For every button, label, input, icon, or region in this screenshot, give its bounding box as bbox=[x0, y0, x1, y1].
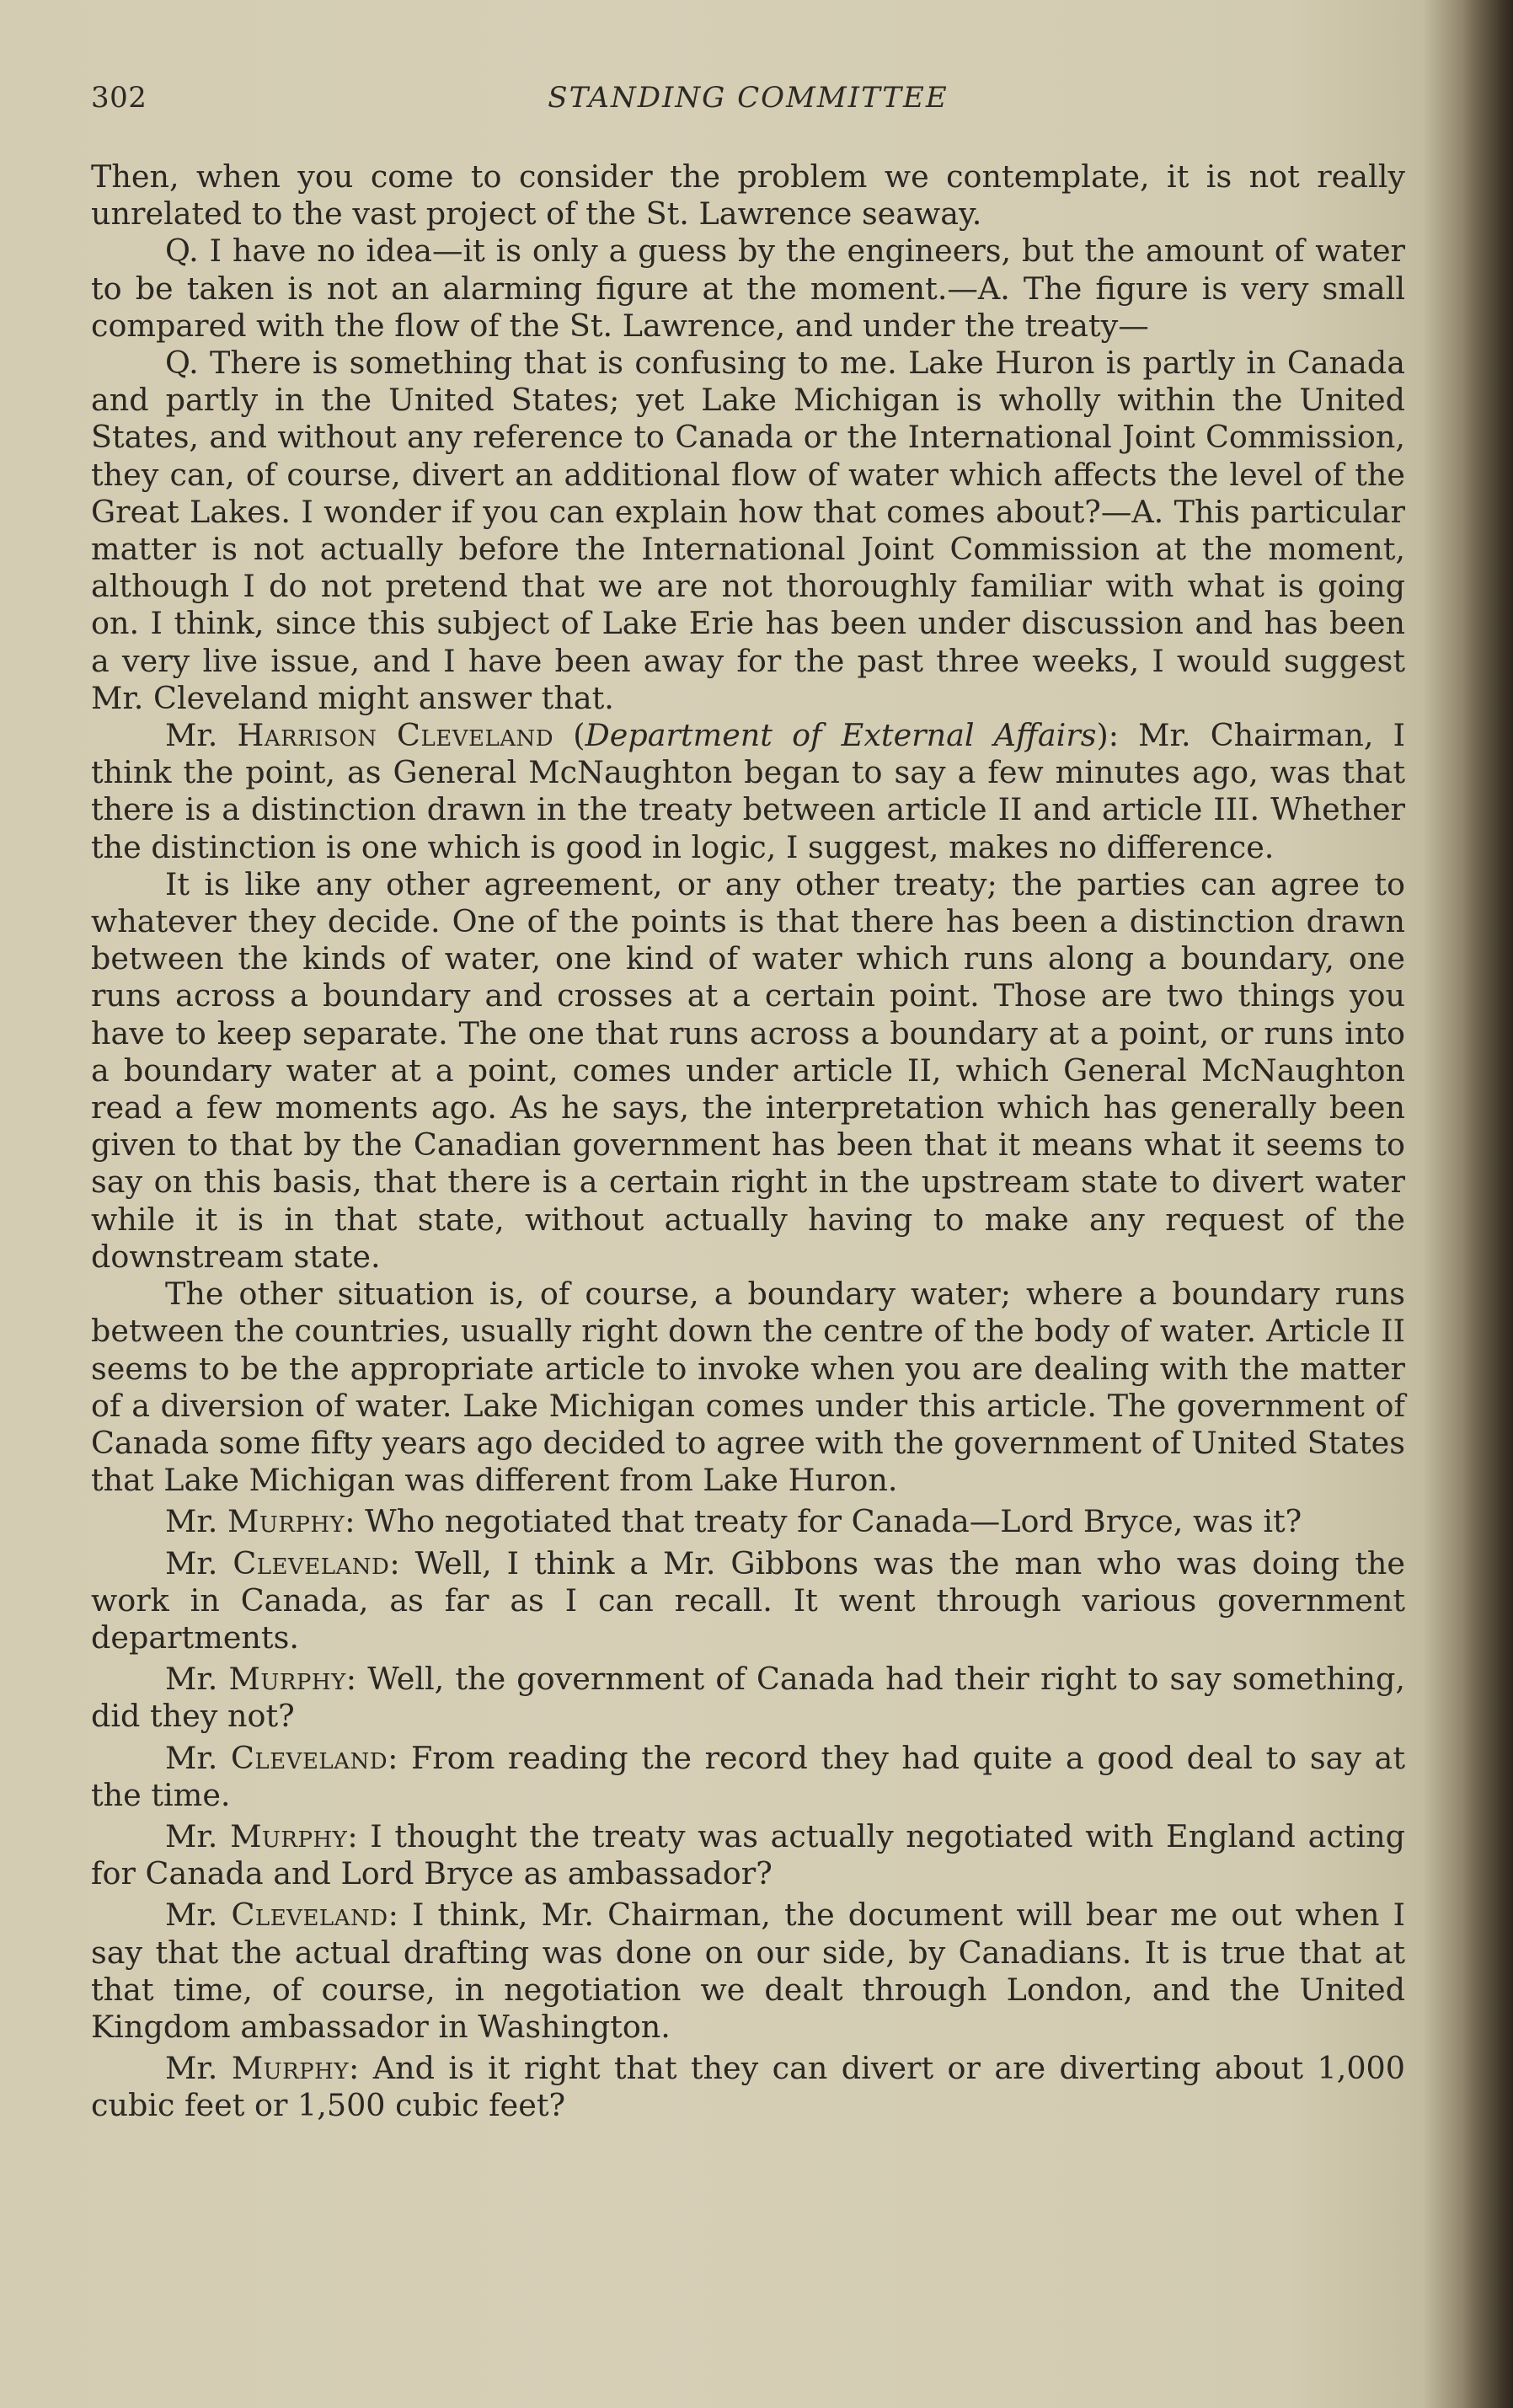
punctuation: : bbox=[347, 1817, 371, 1854]
speaker-prefix: Mr. bbox=[165, 1503, 228, 1540]
punctuation: ): bbox=[1096, 717, 1139, 754]
page-number: 302 bbox=[91, 81, 147, 115]
paragraph bbox=[91, 866, 1405, 1276]
punctuation: : bbox=[345, 1503, 366, 1540]
speaker-name: Cleveland bbox=[233, 1544, 390, 1581]
punctuation: : bbox=[388, 1739, 411, 1776]
speaker-name: Murphy bbox=[228, 1661, 346, 1698]
paragraph-text: Q. There is something that is confusing to me. Lake Huron is partly in Canada and partly in the United States; yet Lake Michigan is wholly within the United States, and without any reference to Canada or the International Joint Commission, they can, of course, divert an additional flow of water which affects the level of the Great Lakes. I wonder if you can explain how that comes about?—A. This particular matter is not actually before the International Joint Commission at the moment, although I do not pretend that we are not thoroughly familiar with what is going on. I think, since this subject of Lake Erie has been under discussion and has been a very live issue, and I have been away for the past three weeks, I would suggest Mr. Cleveland might answer that. bbox=[91, 345, 1405, 716]
page-header bbox=[91, 81, 1405, 123]
paragraph-text: Q. I have no idea—it is only a guess by the engineers, but the amount of water to be taken is not an alarming figure at the moment.—A. The figure is very small compared with the flow of the St. Lawrence, and under the treaty— bbox=[91, 233, 1405, 344]
paragraph-text: I think, Mr. Chairman, the document will bear me out when I say that the actual drafting was done on our side, by Canadians. It is true that at that time, of course, in negotiation we dealt through London, and the United Kingdom ambassador in Washington. bbox=[91, 1897, 1405, 2045]
paragraph-text: Mr. Chairman, I think the point, as General McNaughton began to say a few minutes ago, was that there is a distinction drawn in the treaty between article II and article III. Whether the distinction is one which is good in logic, I suggest, makes no difference. bbox=[91, 717, 1406, 865]
speaker-paragraph bbox=[91, 1661, 1405, 1735]
speaker-name: Murphy bbox=[227, 1503, 345, 1540]
speaker-name: Murphy bbox=[230, 1817, 348, 1854]
speaker-prefix: Mr. bbox=[165, 1661, 229, 1698]
paragraph bbox=[91, 158, 1405, 233]
speaker-paragraph bbox=[91, 2050, 1405, 2124]
speaker-paragraph bbox=[91, 1545, 1405, 1657]
running-head: STANDING COMMITTEE bbox=[548, 81, 949, 115]
paragraph-text: It is like any other agreement, or any other treaty; the parties can agree to whatever they decide. One of the points is that there has been a distinction drawn between the kinds of water, one kind of water which runs along a boundary, one runs across a boundary and crosses at a certain point. Those are two things you have to keep separate. The one that runs across a boundary at a point, or runs into a boundary water at a point, comes under article II, which General McNaughton read a few moments ago. As he says, the interpretation which has generally been given to that by the Canadian government has been that it means what it seems to say on this basis, that there is a certain right in the upstream state to divert water while it is in that state, without actually having to make any request of the downstream state. bbox=[91, 865, 1405, 1275]
paragraph-text: Who negotiated that treaty for Canada—Lord Bryce, was it? bbox=[365, 1503, 1302, 1540]
punctuation: ( bbox=[553, 717, 585, 754]
speaker-paragraph bbox=[91, 1740, 1405, 1814]
punctuation: : bbox=[388, 1897, 412, 1934]
speaker-prefix: Mr. bbox=[165, 1544, 233, 1581]
punctuation: : bbox=[389, 1544, 415, 1581]
speaker-paragraph bbox=[91, 717, 1405, 866]
paragraph-text: From reading the record they had quite a good deal to say at the time. bbox=[91, 1739, 1405, 1813]
paragraph bbox=[91, 345, 1405, 717]
paragraph-text: Well, the government of Canada had their right to say something, did they not? bbox=[91, 1661, 1405, 1735]
paragraph-text: Then, when you come to consider the problem we contemplate, it is not really unrelated to the vast project of the St. Lawrence seaway. bbox=[91, 158, 1405, 233]
speaker-name: Cleveland bbox=[231, 1739, 388, 1776]
paragraph bbox=[91, 1276, 1405, 1499]
speaker-prefix: Mr. bbox=[165, 1739, 231, 1776]
speaker-prefix: Mr. bbox=[165, 1817, 231, 1854]
paragraph-text: Well, I think a Mr. Gibbons was the man who was doing the work in Canada, as far as I can recall. It went through various government departments. bbox=[91, 1544, 1405, 1656]
page-edge-shadow bbox=[1462, 0, 1513, 2408]
speaker-paragraph bbox=[91, 1897, 1405, 2046]
speaker-affiliation: Department of External Affairs bbox=[585, 717, 1097, 754]
speaker-name: Harrison Cleveland bbox=[237, 717, 554, 754]
speaker-name: Cleveland bbox=[231, 1897, 388, 1934]
punctuation: : bbox=[345, 1661, 368, 1698]
speaker-prefix: Mr. bbox=[165, 717, 238, 754]
speaker-name: Murphy bbox=[231, 2050, 350, 2087]
speaker-paragraph bbox=[91, 1503, 1405, 1540]
speaker-prefix: Mr. bbox=[165, 2050, 232, 2087]
punctuation: : bbox=[349, 2050, 373, 2087]
paragraph-text: The other situation is, of course, a boundary water; where a boundary runs between the countries, usually right down the centre of the body of water. Article II seems to be the appropriate article to invoke when you are dealing with the matter of a diversion of water. Lake Michigan comes under this article. The government of Canada some fifty years ago decided to agree with the government of United States that Lake Michigan was different from Lake Huron. bbox=[91, 1276, 1405, 1499]
paragraph bbox=[91, 233, 1405, 345]
body-text bbox=[91, 158, 1405, 2125]
paragraph-text: And is it right that they can divert or are diverting about 1,000 cubic feet or 1,500 cubic feet? bbox=[91, 2050, 1405, 2124]
speaker-paragraph bbox=[91, 1818, 1405, 1892]
paragraph-text: I thought the treaty was actually negotiated with England acting for Canada and Lord Bryce as ambassador? bbox=[91, 1817, 1405, 1892]
speaker-prefix: Mr. bbox=[165, 1897, 232, 1934]
